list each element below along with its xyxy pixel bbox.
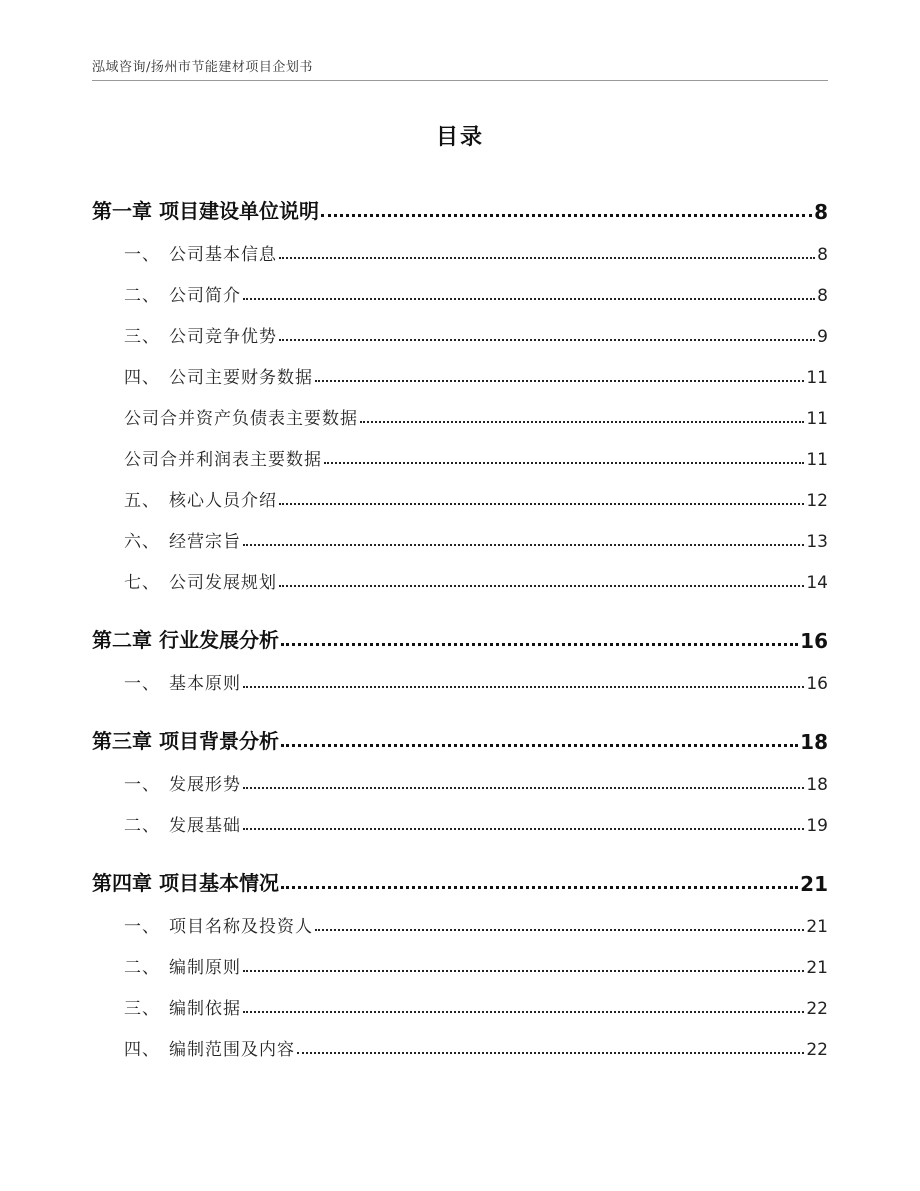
toc-page-number: 14 — [806, 573, 828, 593]
toc-section-entry[interactable] — [92, 978, 828, 1019]
dot-leader — [281, 642, 798, 646]
table-of-contents — [92, 174, 828, 1060]
toc-page-number: 11 — [806, 409, 828, 429]
toc-entry-label — [124, 322, 277, 347]
toc-entry-label — [124, 486, 277, 511]
chapter-gap — [92, 836, 828, 846]
toc-page-number: 21 — [800, 872, 828, 896]
toc-entry-label — [124, 669, 241, 694]
dot-leader — [243, 827, 804, 830]
toc-page-number: 22 — [806, 1040, 828, 1060]
dot-leader — [243, 685, 804, 688]
toc-entry-number: 五、 — [124, 491, 160, 511]
toc-page-number: 19 — [806, 816, 828, 836]
toc-entry-text: 公司简介 — [169, 286, 241, 306]
toc-entry-number: 二、 — [124, 286, 160, 306]
page-header: 泓域咨询/扬州市节能建材项目企划书 — [92, 60, 313, 75]
toc-entry-text: 公司竞争优势 — [169, 327, 277, 347]
toc-page-number: 18 — [800, 730, 828, 754]
dot-leader — [279, 584, 804, 587]
toc-section-entry[interactable] — [92, 347, 828, 388]
toc-entry-label — [124, 912, 313, 937]
toc-entry-label — [124, 363, 313, 388]
toc-entry-text: 项目名称及投资人 — [169, 917, 313, 937]
toc-entry-text: 公司发展规划 — [169, 573, 277, 593]
toc-section-entry[interactable] — [92, 511, 828, 552]
dot-leader — [360, 420, 804, 423]
toc-entry-number: 七、 — [124, 573, 160, 593]
toc-section-entry[interactable] — [92, 552, 828, 593]
toc-title: 目录 — [435, 125, 484, 150]
toc-page-number: 16 — [806, 674, 828, 694]
dot-leader — [243, 969, 804, 972]
dot-leader — [315, 928, 804, 931]
dot-leader — [279, 338, 815, 341]
dot-leader — [243, 297, 815, 300]
toc-page-number: 12 — [806, 491, 828, 511]
toc-entry-label: 第三章 项目背景分析 — [92, 729, 279, 753]
dot-leader — [315, 379, 804, 382]
toc-entry-label: 第一章 项目建设单位说明 — [92, 199, 319, 223]
toc-entry-label — [124, 770, 241, 795]
toc-page-number: 21 — [806, 958, 828, 978]
toc-entry-label — [124, 240, 277, 265]
chapter-gap — [92, 593, 828, 603]
toc-entry-text: 发展形势 — [169, 775, 241, 795]
toc-entry-text: 公司基本信息 — [169, 245, 277, 265]
toc-page-number: 13 — [806, 532, 828, 552]
toc-section-entry[interactable] — [92, 937, 828, 978]
toc-entry-number: 一、 — [124, 674, 160, 694]
toc-entry-label: 公司合并利润表主要数据 — [124, 450, 322, 470]
toc-entry-label — [124, 568, 277, 593]
dot-leader — [321, 213, 812, 217]
toc-entry-number: 一、 — [124, 245, 160, 265]
toc-chapter-entry[interactable] — [92, 708, 828, 754]
toc-entry-number: 六、 — [124, 532, 160, 552]
dot-leader — [324, 461, 804, 464]
header-divider — [92, 80, 828, 81]
toc-entry-label: 公司合并资产负债表主要数据 — [124, 409, 358, 429]
toc-page-number: 9 — [817, 327, 828, 347]
toc-section-entry[interactable] — [92, 896, 828, 937]
toc-entry-label — [124, 527, 241, 552]
toc-page-number: 22 — [806, 999, 828, 1019]
toc-chapter-entry[interactable] — [92, 850, 828, 896]
toc-section-entry[interactable] — [92, 388, 828, 429]
toc-section-entry[interactable] — [92, 429, 828, 470]
toc-page-number: 21 — [806, 917, 828, 937]
toc-entry-number: 三、 — [124, 999, 160, 1019]
toc-section-entry[interactable] — [92, 795, 828, 836]
toc-entry-number: 四、 — [124, 1040, 160, 1060]
toc-chapter-entry[interactable] — [92, 607, 828, 653]
dot-leader — [279, 256, 815, 259]
toc-entry-text: 编制范围及内容 — [169, 1040, 295, 1060]
toc-chapter-entry[interactable] — [92, 178, 828, 224]
toc-entry-text: 公司主要财务数据 — [169, 368, 313, 388]
toc-entry-label — [124, 811, 241, 836]
toc-page-number: 18 — [806, 775, 828, 795]
toc-page-number: 8 — [817, 286, 828, 306]
toc-section-entry[interactable] — [92, 470, 828, 511]
toc-entry-text: 经营宗旨 — [169, 532, 241, 552]
toc-entry-text: 核心人员介绍 — [169, 491, 277, 511]
dot-leader — [243, 543, 804, 546]
toc-entry-number: 一、 — [124, 917, 160, 937]
toc-page-number: 8 — [814, 200, 828, 224]
toc-entry-number: 三、 — [124, 327, 160, 347]
toc-section-entry[interactable] — [92, 306, 828, 347]
dot-leader — [243, 786, 804, 789]
toc-page-number: 8 — [817, 245, 828, 265]
toc-section-entry[interactable] — [92, 653, 828, 694]
chapter-gap — [92, 694, 828, 704]
toc-page-number: 11 — [806, 368, 828, 388]
dot-leader — [281, 743, 798, 747]
toc-entry-text: 基本原则 — [169, 674, 241, 694]
toc-section-entry[interactable] — [92, 265, 828, 306]
toc-entry-label: 第二章 行业发展分析 — [92, 628, 279, 652]
toc-page-number: 16 — [800, 629, 828, 653]
dot-leader — [279, 502, 804, 505]
dot-leader — [243, 1010, 804, 1013]
toc-entry-text: 编制依据 — [169, 999, 241, 1019]
dot-leader — [281, 885, 798, 889]
toc-entry-label: 第四章 项目基本情况 — [92, 871, 279, 895]
toc-page-number: 11 — [806, 450, 828, 470]
toc-section-entry[interactable] — [92, 224, 828, 265]
toc-entry-text: 发展基础 — [169, 816, 241, 836]
toc-entry-label — [124, 953, 241, 978]
dot-leader — [297, 1051, 804, 1054]
toc-section-entry[interactable] — [92, 1019, 828, 1060]
toc-entry-label — [124, 1035, 295, 1060]
toc-entry-number: 二、 — [124, 958, 160, 978]
toc-section-entry[interactable] — [92, 754, 828, 795]
toc-entry-text: 编制原则 — [169, 958, 241, 978]
toc-entry-label — [124, 281, 241, 306]
toc-entry-number: 二、 — [124, 816, 160, 836]
toc-entry-number: 一、 — [124, 775, 160, 795]
toc-entry-number: 四、 — [124, 368, 160, 388]
toc-entry-label — [124, 994, 241, 1019]
